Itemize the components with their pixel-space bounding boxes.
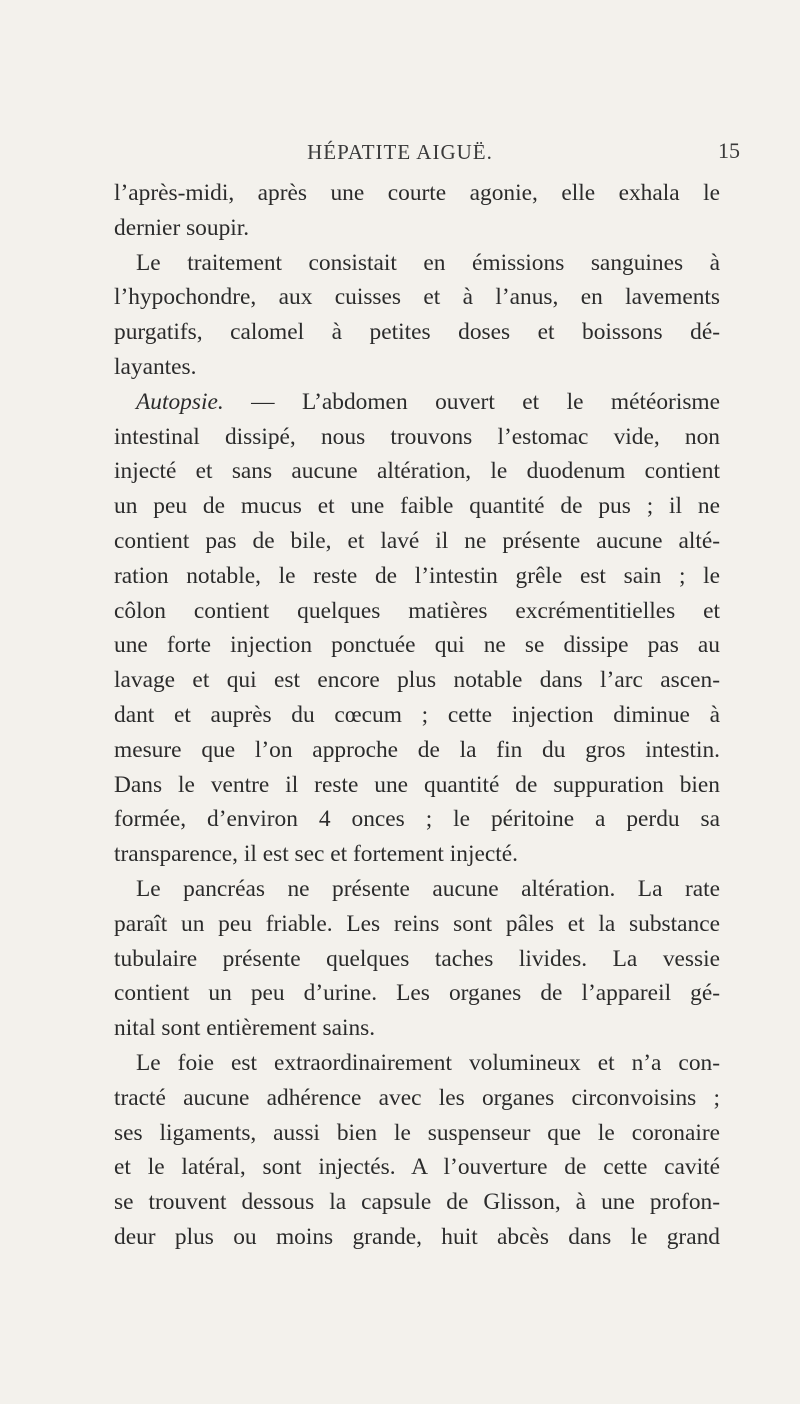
text-line: dernier soupir. (114, 214, 250, 241)
running-title: HÉPATITE AIGUË. (307, 140, 493, 164)
text-line: contient un peu d’urine. Les organes de l’appareil gé- (114, 980, 720, 1007)
text-line: tracté aucune adhérence avec les organes circonvoisins ; (114, 1084, 720, 1111)
text-line: mesure que l’on approche de la fin du gros intestin. (114, 736, 720, 763)
text-line: Le pancréas ne présente aucune altération. La rate (136, 875, 720, 902)
text-line: l’hypochondre, aux cuisses et à l’anus, en lavements (114, 284, 720, 311)
text-line: Autopsie. — L’abdomen ouvert et le météorisme (136, 388, 720, 415)
text-line: ration notable, le reste de l’intestin grêle est sain ; le (114, 562, 720, 589)
text-line: injecté et sans aucune altération, le duodenum contient (114, 458, 720, 485)
text-line: paraît un peu friable. Les reins sont pâles et la substance (114, 910, 720, 937)
text-line: se trouvent dessous la capsule de Glisson, à une profon- (114, 1189, 720, 1216)
text-line: et le latéral, sont injectés. A l’ouverture de cette cavité (114, 1154, 720, 1181)
text-line: Le traitement consistait en émissions sanguines à (136, 249, 720, 276)
text-line: purgatifs, calomel à petites doses et boissons dé- (114, 319, 720, 346)
text-line: un peu de mucus et une faible quantité de pus ; il ne (114, 493, 720, 520)
text-line: transparence, il est sec et fortement injecté. (114, 841, 518, 868)
text-line: Le foie est extraordinairement volumineux et n’a con- (136, 1049, 720, 1076)
text-line: lavage et qui est encore plus notable dans l’arc ascen- (114, 667, 720, 694)
text-line: deur plus ou moins grande, huit abcès dans le grand (114, 1223, 720, 1250)
page-number: 15 (718, 138, 740, 163)
text-line: formée, d’environ 4 onces ; le péritoine a perdu sa (114, 806, 720, 833)
text-line: layantes. (114, 353, 197, 380)
text-line: contient pas de bile, et lavé il ne présente aucune alté- (114, 527, 720, 554)
text-line: tubulaire présente quelques taches livides. La vessie (114, 945, 720, 972)
text-line: Dans le ventre il reste une quantité de suppuration bien (114, 771, 720, 798)
text-line: intestinal dissipé, nous trouvons l’estomac vide, non (114, 423, 720, 450)
text-line: dant et auprès du cœcum ; cette injection diminue à (114, 701, 720, 728)
text-line: nital sont entièrement sains. (114, 1015, 376, 1042)
text-line: une forte injection ponctuée qui ne se dissipe pas au (114, 632, 720, 659)
body-text (114, 176, 720, 1255)
text-line: l’après-midi, après une courte agonie, elle exhala le (114, 180, 720, 206)
text-line: ses ligaments, aussi bien le suspenseur que le coronaire (114, 1119, 720, 1146)
text-line: côlon contient quelques matières excrémentitielles et (114, 597, 720, 624)
